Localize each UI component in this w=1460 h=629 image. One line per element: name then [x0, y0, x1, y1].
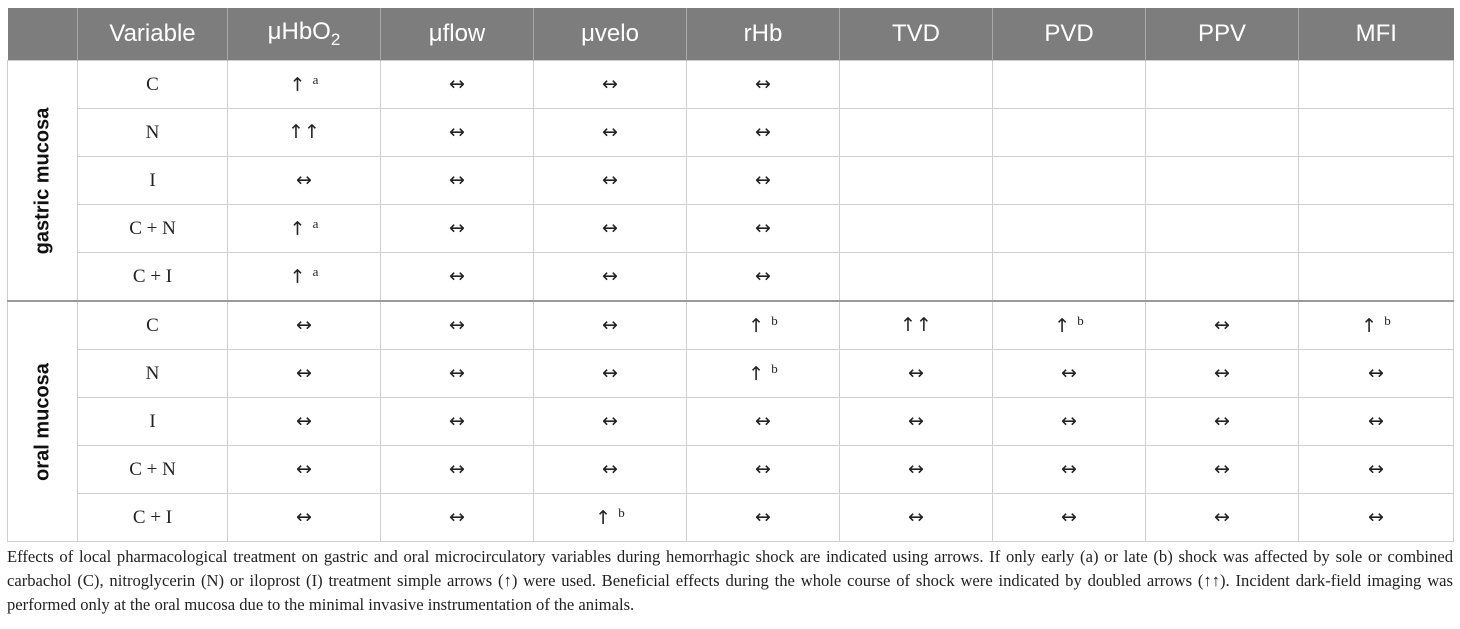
effect-cell: [993, 350, 1146, 398]
header-label: rHb: [743, 20, 783, 47]
caption-text: Effects of local pharmacological treatment on gastric and oral microcirculatory variables during hemorrhagic shock are indicated using arrows. If only early (a) or late (b) shock was affected by sole or combined carbachol (C), nitroglycerin (N) or iloprost (I) treatment simple arrows (↑) were used. Beneficial effects during the whole course of shock were indicated by doubled arrows (↑↑). Incident dark-field imaging was performed only at the oral mucosa due to the minimal invasive instrumentation of the animals.: [7, 547, 1453, 614]
effect-arrow: ↔: [755, 121, 771, 143]
effect-cell: [687, 350, 840, 398]
effect-cell: [993, 253, 1146, 302]
effect-cell: [1299, 446, 1454, 494]
effect-cell: [228, 301, 381, 350]
effect-cell: [381, 446, 534, 494]
header-col-3: [381, 8, 534, 61]
effect-cell: [687, 494, 840, 542]
header-label: MFI: [1355, 20, 1397, 47]
effect-cell: [381, 61, 534, 109]
effect-arrow: ↔: [1214, 314, 1230, 336]
effect-cell: [840, 494, 993, 542]
header-col-5: [687, 8, 840, 61]
variable-cell: C: [78, 301, 228, 350]
effect-arrow: ↑: [748, 315, 765, 337]
effect-cell: [840, 61, 993, 109]
effect-cell: [687, 301, 840, 350]
effect-cell: [1299, 157, 1454, 205]
effect-cell: [840, 446, 993, 494]
header-col-4: [534, 8, 687, 61]
effect-cell: [534, 109, 687, 157]
effect-cell: [381, 301, 534, 350]
results-table-container: [7, 8, 1453, 542]
table-row: [8, 109, 1454, 157]
effect-arrow: ↔: [1368, 506, 1384, 528]
header-label: PVD: [1044, 20, 1094, 47]
header-col-7: [993, 8, 1146, 61]
effect-arrow: ↔: [755, 265, 771, 287]
effect-cell: [534, 157, 687, 205]
header-label: μflow: [428, 20, 486, 47]
effect-arrow: ↑: [1054, 315, 1071, 337]
results-table: [7, 8, 1454, 542]
effect-cell: [687, 61, 840, 109]
header-row: [8, 8, 1454, 61]
effect-cell: [1299, 350, 1454, 398]
effect-arrow: ↔: [602, 169, 618, 191]
effect-footnote-marker: b: [618, 505, 625, 520]
variable-cell: I: [78, 157, 228, 205]
effect-cell: [1146, 61, 1299, 109]
effect-cell: [228, 398, 381, 446]
variable-cell: N: [78, 109, 228, 157]
effect-arrow: ↔: [1214, 362, 1230, 384]
effect-cell: [534, 350, 687, 398]
variable-cell: C + N: [78, 446, 228, 494]
effect-arrow: ↔: [296, 458, 312, 480]
effect-footnote-marker: b: [1077, 313, 1084, 328]
effect-cell: [228, 253, 381, 302]
effect-cell: [993, 398, 1146, 446]
effect-arrow: ↔: [1061, 362, 1077, 384]
variable-cell: N: [78, 350, 228, 398]
effect-cell: [1146, 494, 1299, 542]
effect-arrow: ↔: [1214, 458, 1230, 480]
effect-cell: [1299, 253, 1454, 302]
effect-cell: [1146, 446, 1299, 494]
effect-arrow: ↔: [602, 121, 618, 143]
effect-cell: [993, 494, 1146, 542]
effect-cell: [993, 157, 1146, 205]
header-group-column: [8, 8, 78, 61]
effect-arrow: ↔: [1061, 458, 1077, 480]
effect-arrow: ↔: [449, 314, 465, 336]
effect-arrow: ↔: [449, 265, 465, 287]
header-variable: [78, 8, 228, 61]
table-row: [8, 205, 1454, 253]
effect-cell: [534, 398, 687, 446]
table-row: [8, 301, 1454, 350]
effect-arrow: ↔: [449, 362, 465, 384]
header-label: μvelo: [581, 20, 639, 47]
effect-cell: [228, 157, 381, 205]
effect-arrow: ↔: [296, 314, 312, 336]
effect-cell: [840, 301, 993, 350]
effect-footnote-marker: b: [1384, 313, 1391, 328]
effect-arrow: ↑: [748, 363, 765, 385]
group-label: gastric mucosa: [31, 107, 53, 254]
effect-arrow: ↔: [1061, 410, 1077, 432]
effect-arrow: ↔: [1214, 506, 1230, 528]
effect-cell: [1299, 398, 1454, 446]
effect-arrow: ↑: [289, 266, 306, 288]
effect-cell: [381, 398, 534, 446]
header-label: PPV: [1197, 20, 1247, 47]
effect-cell: [381, 109, 534, 157]
effect-cell: [534, 494, 687, 542]
effect-arrow: ↔: [755, 410, 771, 432]
effect-arrow: ↔: [908, 362, 924, 384]
effect-cell: [1146, 301, 1299, 350]
effect-arrow: ↔: [602, 314, 618, 336]
effect-arrow: ↔: [1368, 362, 1384, 384]
effect-cell: [228, 494, 381, 542]
effect-arrow: ↔: [602, 362, 618, 384]
header-col-8: [1146, 8, 1299, 61]
effect-cell: [840, 109, 993, 157]
effect-arrow: ↑: [289, 218, 306, 240]
effect-footnote-marker: a: [312, 264, 319, 279]
effect-cell: [687, 157, 840, 205]
effect-cell: [687, 109, 840, 157]
header-col-2: [228, 8, 381, 61]
header-label: Variable: [109, 20, 196, 47]
effect-cell: [687, 446, 840, 494]
effect-cell: [381, 350, 534, 398]
group-label-cell: [8, 61, 78, 302]
effect-cell: [687, 205, 840, 253]
table-row: [8, 398, 1454, 446]
effect-cell: [534, 446, 687, 494]
effect-arrow: ↔: [449, 410, 465, 432]
table-row: [8, 494, 1454, 542]
effect-cell: [840, 157, 993, 205]
effect-cell: [1146, 109, 1299, 157]
effect-arrow: ↑↑: [900, 314, 932, 336]
effect-cell: [993, 109, 1146, 157]
effect-cell: [1146, 253, 1299, 302]
header-col-9: [1299, 8, 1454, 61]
variable-cell: C + N: [78, 205, 228, 253]
effect-cell: [1146, 157, 1299, 205]
variable-cell: C + I: [78, 494, 228, 542]
effect-arrow: ↔: [1368, 410, 1384, 432]
effect-arrow: ↔: [755, 458, 771, 480]
effect-footnote-marker: b: [771, 313, 778, 328]
effect-arrow: ↔: [602, 73, 618, 95]
effect-arrow: ↔: [602, 458, 618, 480]
effect-cell: [687, 253, 840, 302]
effect-cell: [381, 157, 534, 205]
effect-arrow: ↔: [602, 217, 618, 239]
effect-cell: [534, 301, 687, 350]
variable-cell: C: [78, 61, 228, 109]
effect-cell: [1299, 301, 1454, 350]
effect-cell: [840, 253, 993, 302]
effect-arrow: ↔: [449, 121, 465, 143]
table-caption: [7, 545, 1453, 617]
effect-arrow: ↔: [908, 458, 924, 480]
effect-arrow: ↔: [296, 362, 312, 384]
variable-cell: I: [78, 398, 228, 446]
effect-footnote-marker: a: [312, 216, 319, 231]
variable-cell: C + I: [78, 253, 228, 302]
header-col-6: [840, 8, 993, 61]
effect-cell: [228, 446, 381, 494]
effect-arrow: ↔: [449, 506, 465, 528]
effect-arrow: ↔: [449, 217, 465, 239]
effect-cell: [534, 253, 687, 302]
effect-cell: [228, 350, 381, 398]
effect-cell: [1299, 494, 1454, 542]
table-row: [8, 61, 1454, 109]
effect-cell: [1146, 398, 1299, 446]
effect-arrow: ↔: [449, 169, 465, 191]
effect-arrow: ↔: [296, 169, 312, 191]
effect-footnote-marker: b: [771, 361, 778, 376]
effect-arrow: ↔: [755, 217, 771, 239]
effect-cell: [840, 350, 993, 398]
effect-arrow: ↑: [595, 507, 612, 529]
header-label: TVD: [892, 20, 940, 47]
effect-cell: [381, 205, 534, 253]
effect-cell: [381, 494, 534, 542]
effect-cell: [993, 446, 1146, 494]
table-row: [8, 350, 1454, 398]
effect-arrow: ↔: [755, 169, 771, 191]
effect-arrow: ↑: [1361, 315, 1378, 337]
effect-cell: [534, 205, 687, 253]
effect-cell: [840, 398, 993, 446]
table-row: [8, 446, 1454, 494]
effect-cell: [381, 253, 534, 302]
header-label: μHbO: [267, 18, 331, 46]
effect-arrow: ↑↑: [288, 121, 320, 143]
group-label: oral mucosa: [31, 362, 53, 481]
effect-cell: [228, 61, 381, 109]
effect-cell: [534, 61, 687, 109]
table-row: [8, 157, 1454, 205]
effect-cell: [1299, 61, 1454, 109]
effect-arrow: ↔: [602, 410, 618, 432]
effect-cell: [228, 109, 381, 157]
effect-arrow: ↔: [296, 506, 312, 528]
effect-arrow: ↔: [908, 410, 924, 432]
effect-cell: [1146, 350, 1299, 398]
effect-arrow: ↔: [602, 265, 618, 287]
effect-arrow: ↔: [449, 458, 465, 480]
effect-arrow: ↔: [908, 506, 924, 528]
effect-cell: [1299, 109, 1454, 157]
effect-footnote-marker: a: [312, 72, 319, 87]
effect-arrow: ↔: [1368, 458, 1384, 480]
table-row: [8, 253, 1454, 302]
effect-arrow: ↔: [1214, 410, 1230, 432]
effect-arrow: ↔: [449, 73, 465, 95]
effect-cell: [1146, 205, 1299, 253]
effect-cell: [228, 205, 381, 253]
effect-cell: [840, 205, 993, 253]
effect-arrow: ↔: [1061, 506, 1077, 528]
effect-cell: [993, 61, 1146, 109]
effect-cell: [993, 301, 1146, 350]
header-subscript: 2: [330, 29, 341, 49]
table-body: [8, 61, 1454, 542]
group-label-cell: [8, 301, 78, 542]
effect-arrow: ↔: [296, 410, 312, 432]
effect-arrow: ↔: [755, 506, 771, 528]
effect-cell: [1299, 205, 1454, 253]
effect-arrow: ↔: [755, 73, 771, 95]
effect-arrow: ↑: [289, 74, 306, 96]
effect-cell: [993, 205, 1146, 253]
effect-cell: [687, 398, 840, 446]
